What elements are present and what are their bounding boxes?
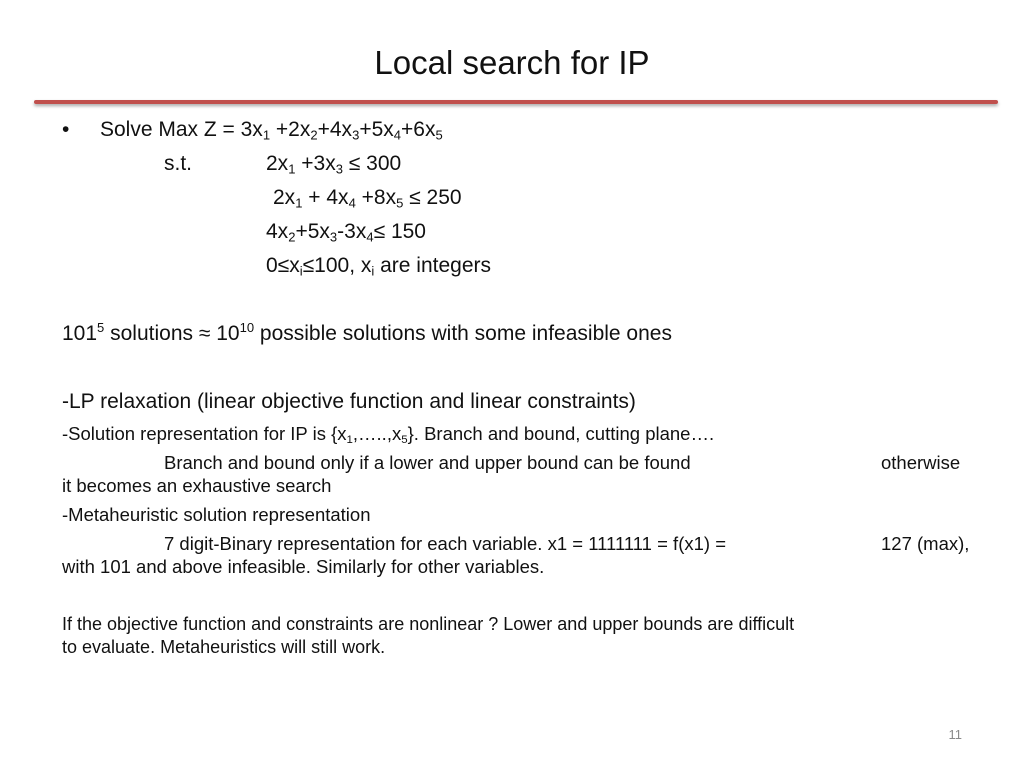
nonlinear-continuation: to evaluate. Metaheuristics will still work. — [62, 637, 386, 657]
branch-bound-otherwise: otherwise — [881, 452, 961, 473]
slide-title: Local search for IP — [374, 44, 650, 81]
solutions-count-line: $101^5$ solutions ≈ $10^{10}$ possible solutions with some infeasible ones — [62, 320, 672, 345]
page-number: 11 — [948, 727, 962, 742]
constraint-3: $4x_2+5x_3-3x_4\le 150$ — [266, 220, 426, 245]
binary-representation-line: 7 digit-Binary representation for each variable. x1 = 1111111 = f(x1) = — [164, 533, 727, 554]
bullet-icon: • — [62, 118, 70, 141]
branch-bound-continuation: it becomes an exhaustive search — [62, 475, 332, 496]
lp-relaxation-line: -LP relaxation (linear objective function and linear constraints) — [62, 390, 636, 413]
binary-max-value: 127 (max), — [881, 533, 970, 554]
constraint-1: $2x_1 +3x_3 \le 300$ — [266, 152, 402, 177]
subject-to-label: s.t. — [164, 152, 193, 175]
solution-representation-line: -Solution representation for IP is $\{x_1,\dots..,x_5\}$. Branch and bound, cutting plane…. — [62, 423, 715, 446]
binary-continuation: with 101 and above infeasible. Similarly for other variables. — [62, 556, 545, 577]
constraint-2: $2x_1 + 4x_4 +8x_5 \le 250$ — [273, 186, 462, 211]
constraint-4: $0\le x_i\le 100$, $x_i$ are integers — [266, 254, 491, 279]
branch-bound-line: Branch and bound only if a lower and upper bound can be found — [164, 452, 691, 473]
nonlinear-line: If the objective function and constraints are nonlinear ? Lower and upper bounds are difficult — [62, 614, 795, 634]
objective-line: Solve Max $Z = 3x_1 +2x_2+4x_3+5x_4+6x_5$ — [100, 118, 443, 143]
title-divider — [34, 100, 998, 104]
metaheuristic-line: -Metaheuristic solution representation — [62, 504, 371, 525]
